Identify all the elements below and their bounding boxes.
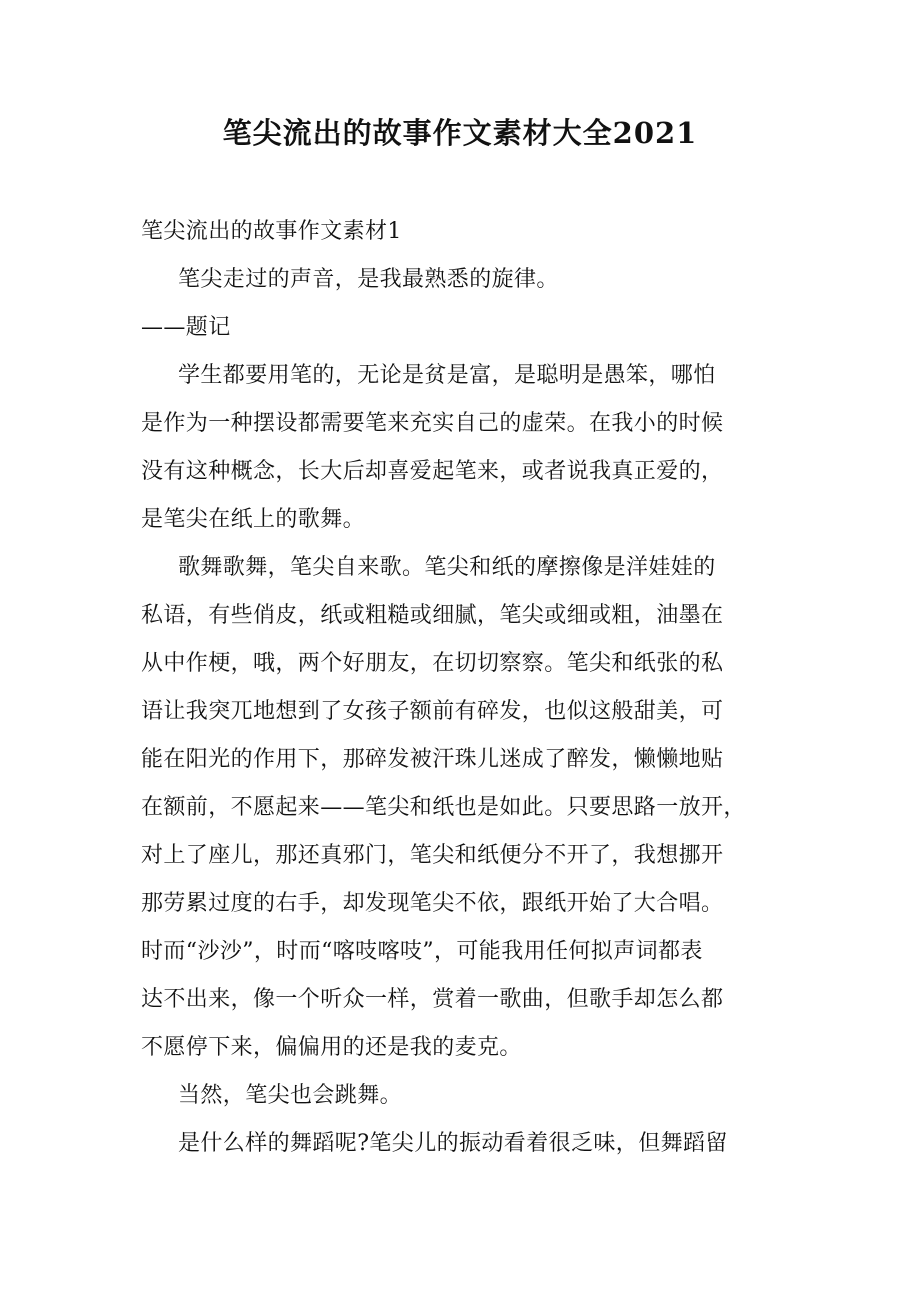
paragraph	[141, 256, 801, 304]
paragraph	[141, 1072, 801, 1120]
paragraph	[141, 1120, 801, 1168]
text-line: 私语，有些俏皮，纸或粗糙或细腻，笔尖或细或粗，油墨在	[141, 603, 724, 628]
text-line: 那劳累过度的右手，却发现笔尖不依，跟纸开始了大合唱。	[141, 891, 724, 916]
text-line: 能在阳光的作用下，那碎发被汗珠儿迷成了醉发，懒懒地贴	[141, 747, 724, 772]
text-line: 笔尖走过的声音，是我最熟悉的旋律。	[178, 267, 559, 292]
text-line: 对上了座儿，那还真邪门，笔尖和纸便分不开了，我想挪开	[141, 843, 724, 868]
text-line: 是什么样的舞蹈呢?笔尖儿的振动看着很乏味，但舞蹈留	[178, 1131, 728, 1156]
paragraph	[141, 544, 801, 1072]
paragraph	[141, 352, 801, 544]
paragraph	[141, 304, 801, 352]
text-line: 从中作梗，哦，两个好朋友，在切切察察。笔尖和纸张的私	[141, 651, 724, 676]
text-line: 时而“沙沙”，时而“喀吱喀吱”，可能我用任何拟声词都表	[141, 939, 703, 964]
document-body	[141, 208, 801, 1168]
text-line: ——题记	[141, 315, 231, 340]
text-line: 不愿停下来，偏偏用的还是我的麦克。	[141, 1035, 522, 1060]
text-line: 是笔尖在纸上的歌舞。	[141, 507, 366, 532]
document-title: 笔尖流出的故事作文素材大全2021	[222, 116, 698, 150]
text-line: 歌舞歌舞，笔尖自来歌。笔尖和纸的摩擦像是洋娃娃的	[178, 555, 716, 580]
text-line: 学生都要用笔的，无论是贫是富，是聪明是愚笨，哪怕	[178, 363, 716, 388]
text-line: 没有这种概念，长大后却喜爱起笔来，或者说我真正爱的，	[141, 459, 724, 484]
text-line: 在额前，不愿起来——笔尖和纸也是如此。只要思路一放开，	[141, 795, 746, 820]
paragraph	[141, 208, 801, 256]
text-line: 达不出来，像一个听众一样，赏着一歌曲，但歌手却怎么都	[141, 987, 724, 1012]
text-line: 当然，笔尖也会跳舞。	[178, 1083, 403, 1108]
text-line: 语让我突兀地想到了女孩子额前有碎发，也似这般甜美，可	[141, 699, 724, 724]
text-line: 笔尖流出的故事作文素材1	[141, 219, 402, 244]
text-line: 是作为一种摆设都需要笔来充实自己的虚荣。在我小的时候	[141, 411, 724, 436]
